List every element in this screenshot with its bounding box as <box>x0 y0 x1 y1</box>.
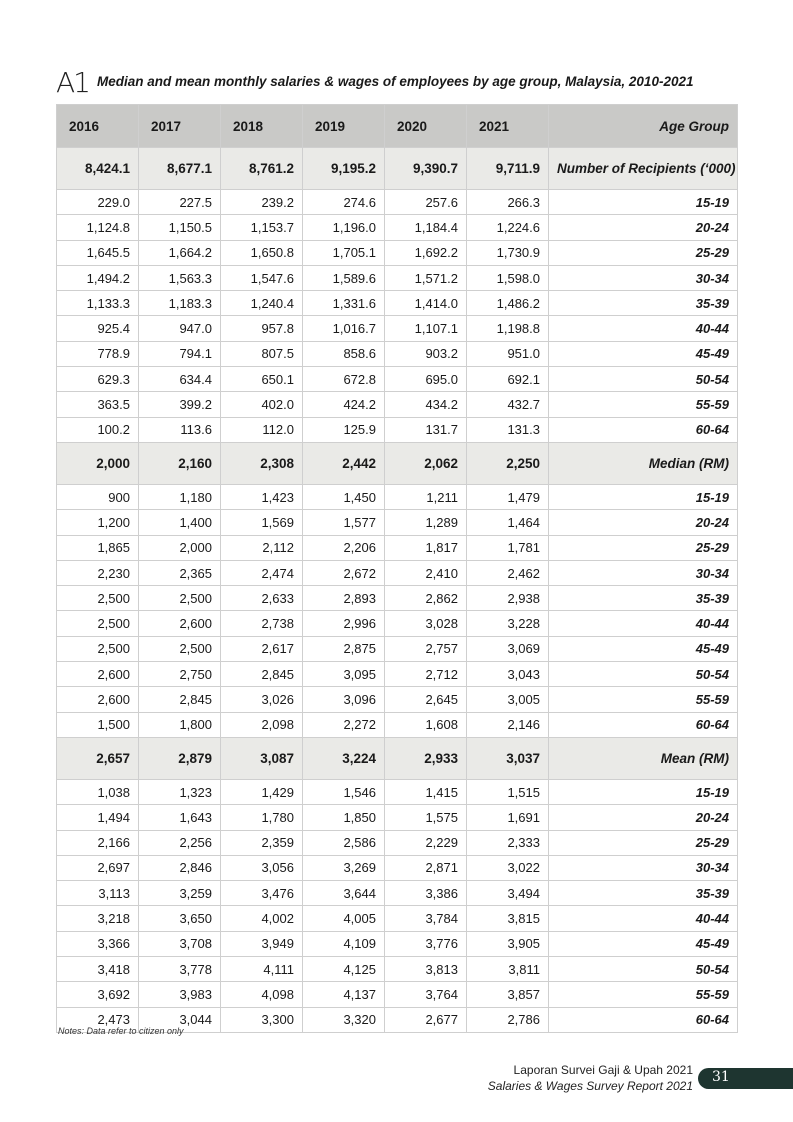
value-cell: 2,500 <box>57 611 139 636</box>
value-cell: 1,180 <box>139 484 221 509</box>
value-cell: 2,893 <box>303 586 385 611</box>
value-cell: 1,800 <box>139 712 221 737</box>
value-cell: 1,133.3 <box>57 291 139 316</box>
value-cell: 1,865 <box>57 535 139 560</box>
age-group-cell: 35-39 <box>549 291 738 316</box>
age-group-cell: 45-49 <box>549 636 738 661</box>
value-cell: 1,224.6 <box>467 215 549 240</box>
value-cell: 2,617 <box>221 636 303 661</box>
value-cell: 2,672 <box>303 560 385 585</box>
header-row <box>57 105 738 148</box>
age-group-header: Age Group <box>549 105 738 148</box>
age-group-cell: 55-59 <box>549 982 738 1007</box>
value-cell: 947.0 <box>139 316 221 341</box>
table-row <box>57 215 738 240</box>
table-row <box>57 291 738 316</box>
value-cell: 4,098 <box>221 982 303 1007</box>
value-cell: 957.8 <box>221 316 303 341</box>
value-cell: 2,256 <box>139 830 221 855</box>
age-group-cell: 60-64 <box>549 1007 738 1032</box>
value-cell: 2,845 <box>139 687 221 712</box>
value-cell: 650.1 <box>221 367 303 392</box>
value-cell: 229.0 <box>57 190 139 215</box>
table-row <box>57 636 738 661</box>
value-cell: 1,423 <box>221 484 303 509</box>
value-cell: 3,813 <box>385 957 467 982</box>
total-cell: 2,442 <box>303 442 385 484</box>
value-cell: 3,692 <box>57 982 139 1007</box>
value-cell: 2,365 <box>139 560 221 585</box>
total-cell: 3,037 <box>467 737 549 779</box>
value-cell: 2,757 <box>385 636 467 661</box>
value-cell: 100.2 <box>57 417 139 442</box>
section-label: Mean (RM) <box>549 737 738 779</box>
value-cell: 3,026 <box>221 687 303 712</box>
value-cell: 695.0 <box>385 367 467 392</box>
age-group-cell: 55-59 <box>549 687 738 712</box>
age-group-cell: 50-54 <box>549 662 738 687</box>
value-cell: 1,479 <box>467 484 549 509</box>
value-cell: 2,862 <box>385 586 467 611</box>
value-cell: 1,198.8 <box>467 316 549 341</box>
value-cell: 2,712 <box>385 662 467 687</box>
value-cell: 3,418 <box>57 957 139 982</box>
value-cell: 2,846 <box>139 855 221 880</box>
value-cell: 3,650 <box>139 906 221 931</box>
total-cell: 2,308 <box>221 442 303 484</box>
value-cell: 672.8 <box>303 367 385 392</box>
age-group-cell: 45-49 <box>549 341 738 366</box>
value-cell: 266.3 <box>467 190 549 215</box>
value-cell: 2,697 <box>57 855 139 880</box>
value-cell: 951.0 <box>467 341 549 366</box>
value-cell: 1,705.1 <box>303 240 385 265</box>
section-label: Median (RM) <box>549 442 738 484</box>
value-cell: 2,410 <box>385 560 467 585</box>
age-group-cell: 15-19 <box>549 190 738 215</box>
value-cell: 112.0 <box>221 417 303 442</box>
age-group-cell: 15-19 <box>549 484 738 509</box>
value-cell: 2,098 <box>221 712 303 737</box>
total-cell: 3,087 <box>221 737 303 779</box>
value-cell: 1,650.8 <box>221 240 303 265</box>
value-cell: 2,112 <box>221 535 303 560</box>
value-cell: 3,386 <box>385 881 467 906</box>
value-cell: 2,462 <box>467 560 549 585</box>
age-group-cell: 60-64 <box>549 417 738 442</box>
value-cell: 4,002 <box>221 906 303 931</box>
table-row <box>57 982 738 1007</box>
table-row <box>57 417 738 442</box>
table-code: A1 <box>56 66 89 99</box>
value-cell: 1,415 <box>385 779 467 804</box>
age-group-cell: 60-64 <box>549 712 738 737</box>
year-header: 2017 <box>139 105 221 148</box>
value-cell: 1,515 <box>467 779 549 804</box>
value-cell: 1,196.0 <box>303 215 385 240</box>
value-cell: 1,781 <box>467 535 549 560</box>
section-label: Number of Recipients (‘000) <box>549 148 738 190</box>
year-header: 2016 <box>57 105 139 148</box>
value-cell: 3,949 <box>221 931 303 956</box>
value-cell: 1,150.5 <box>139 215 221 240</box>
value-cell: 424.2 <box>303 392 385 417</box>
year-header: 2018 <box>221 105 303 148</box>
table-row <box>57 190 738 215</box>
value-cell: 3,005 <box>467 687 549 712</box>
value-cell: 1,569 <box>221 510 303 535</box>
year-header: 2021 <box>467 105 549 148</box>
value-cell: 2,786 <box>467 1007 549 1032</box>
table-row <box>57 535 738 560</box>
value-cell: 131.3 <box>467 417 549 442</box>
value-cell: 925.4 <box>57 316 139 341</box>
value-cell: 1,664.2 <box>139 240 221 265</box>
value-cell: 2,871 <box>385 855 467 880</box>
table-row <box>57 586 738 611</box>
table-row <box>57 855 738 880</box>
value-cell: 3,811 <box>467 957 549 982</box>
table-row <box>57 265 738 290</box>
value-cell: 903.2 <box>385 341 467 366</box>
table-row <box>57 906 738 931</box>
value-cell: 2,600 <box>57 687 139 712</box>
value-cell: 3,095 <box>303 662 385 687</box>
total-cell: 2,062 <box>385 442 467 484</box>
value-cell: 3,259 <box>139 881 221 906</box>
value-cell: 692.1 <box>467 367 549 392</box>
age-group-cell: 30-34 <box>549 265 738 290</box>
age-group-cell: 50-54 <box>549 957 738 982</box>
year-header: 2019 <box>303 105 385 148</box>
value-cell: 2,875 <box>303 636 385 661</box>
value-cell: 1,817 <box>385 535 467 560</box>
value-cell: 2,845 <box>221 662 303 687</box>
value-cell: 1,464 <box>467 510 549 535</box>
value-cell: 1,289 <box>385 510 467 535</box>
value-cell: 3,218 <box>57 906 139 931</box>
value-cell: 1,153.7 <box>221 215 303 240</box>
value-cell: 778.9 <box>57 341 139 366</box>
age-group-cell: 35-39 <box>549 586 738 611</box>
total-cell: 9,390.7 <box>385 148 467 190</box>
value-cell: 1,038 <box>57 779 139 804</box>
value-cell: 3,320 <box>303 1007 385 1032</box>
value-cell: 1,323 <box>139 779 221 804</box>
value-cell: 1,577 <box>303 510 385 535</box>
table-title-row <box>56 66 746 100</box>
value-cell: 794.1 <box>139 341 221 366</box>
table-row <box>57 316 738 341</box>
value-cell: 1,589.6 <box>303 265 385 290</box>
value-cell: 3,056 <box>221 855 303 880</box>
value-cell: 1,450 <box>303 484 385 509</box>
value-cell: 1,124.8 <box>57 215 139 240</box>
value-cell: 227.5 <box>139 190 221 215</box>
value-cell: 2,359 <box>221 830 303 855</box>
total-cell: 2,657 <box>57 737 139 779</box>
footer-report-title-en: Salaries & Wages Survey Report 2021 <box>487 1079 693 1093</box>
value-cell: 432.7 <box>467 392 549 417</box>
table-row <box>57 712 738 737</box>
value-cell: 2,333 <box>467 830 549 855</box>
table-row <box>57 805 738 830</box>
table-row <box>57 611 738 636</box>
value-cell: 3,476 <box>221 881 303 906</box>
value-cell: 4,109 <box>303 931 385 956</box>
value-cell: 3,022 <box>467 855 549 880</box>
value-cell: 1,429 <box>221 779 303 804</box>
value-cell: 3,778 <box>139 957 221 982</box>
value-cell: 2,645 <box>385 687 467 712</box>
value-cell: 1,546 <box>303 779 385 804</box>
page-number-tab <box>698 1068 793 1089</box>
value-cell: 3,776 <box>385 931 467 956</box>
value-cell: 239.2 <box>221 190 303 215</box>
value-cell: 363.5 <box>57 392 139 417</box>
footer-report-title-ms: Laporan Survei Gaji & Upah 2021 <box>513 1063 693 1077</box>
value-cell: 1,563.3 <box>139 265 221 290</box>
table-row <box>57 662 738 687</box>
value-cell: 1,730.9 <box>467 240 549 265</box>
total-cell: 8,761.2 <box>221 148 303 190</box>
value-cell: 3,269 <box>303 855 385 880</box>
table-title: Median and mean monthly salaries & wages of employees by age group, Malaysia, 2010-2021 <box>97 74 694 89</box>
value-cell: 3,044 <box>139 1007 221 1032</box>
value-cell: 1,575 <box>385 805 467 830</box>
value-cell: 1,547.6 <box>221 265 303 290</box>
value-cell: 434.2 <box>385 392 467 417</box>
value-cell: 2,750 <box>139 662 221 687</box>
table-row <box>57 687 738 712</box>
value-cell: 1,643 <box>139 805 221 830</box>
total-cell: 2,250 <box>467 442 549 484</box>
value-cell: 3,905 <box>467 931 549 956</box>
value-cell: 4,111 <box>221 957 303 982</box>
age-group-cell: 40-44 <box>549 611 738 636</box>
table-row <box>57 931 738 956</box>
value-cell: 4,137 <box>303 982 385 1007</box>
value-cell: 1,184.4 <box>385 215 467 240</box>
value-cell: 257.6 <box>385 190 467 215</box>
value-cell: 3,366 <box>57 931 139 956</box>
value-cell: 3,815 <box>467 906 549 931</box>
age-group-cell: 20-24 <box>549 805 738 830</box>
value-cell: 3,784 <box>385 906 467 931</box>
section-total-row <box>57 148 738 190</box>
value-cell: 2,473 <box>57 1007 139 1032</box>
value-cell: 1,240.4 <box>221 291 303 316</box>
value-cell: 1,494 <box>57 805 139 830</box>
value-cell: 2,206 <box>303 535 385 560</box>
value-cell: 1,414.0 <box>385 291 467 316</box>
value-cell: 1,780 <box>221 805 303 830</box>
value-cell: 2,600 <box>57 662 139 687</box>
salary-table <box>56 104 738 1033</box>
total-cell: 3,224 <box>303 737 385 779</box>
table-row <box>57 957 738 982</box>
value-cell: 1,486.2 <box>467 291 549 316</box>
value-cell: 1,183.3 <box>139 291 221 316</box>
value-cell: 2,146 <box>467 712 549 737</box>
value-cell: 3,069 <box>467 636 549 661</box>
value-cell: 3,644 <box>303 881 385 906</box>
table-body <box>57 148 738 1033</box>
value-cell: 629.3 <box>57 367 139 392</box>
value-cell: 2,474 <box>221 560 303 585</box>
age-group-cell: 45-49 <box>549 931 738 956</box>
table-row <box>57 484 738 509</box>
value-cell: 1,200 <box>57 510 139 535</box>
total-cell: 9,195.2 <box>303 148 385 190</box>
value-cell: 3,043 <box>467 662 549 687</box>
value-cell: 2,677 <box>385 1007 467 1032</box>
value-cell: 1,598.0 <box>467 265 549 290</box>
table-row <box>57 830 738 855</box>
age-group-cell: 40-44 <box>549 316 738 341</box>
value-cell: 3,028 <box>385 611 467 636</box>
value-cell: 2,633 <box>221 586 303 611</box>
value-cell: 1,850 <box>303 805 385 830</box>
value-cell: 125.9 <box>303 417 385 442</box>
total-cell: 9,711.9 <box>467 148 549 190</box>
value-cell: 1,331.6 <box>303 291 385 316</box>
value-cell: 4,005 <box>303 906 385 931</box>
age-group-cell: 30-34 <box>549 560 738 585</box>
total-cell: 2,933 <box>385 737 467 779</box>
age-group-cell: 20-24 <box>549 215 738 240</box>
value-cell: 2,586 <box>303 830 385 855</box>
total-cell: 8,424.1 <box>57 148 139 190</box>
table-row <box>57 881 738 906</box>
age-group-cell: 50-54 <box>549 367 738 392</box>
value-cell: 3,764 <box>385 982 467 1007</box>
year-header: 2020 <box>385 105 467 148</box>
value-cell: 113.6 <box>139 417 221 442</box>
value-cell: 2,500 <box>57 586 139 611</box>
section-total-row <box>57 737 738 779</box>
value-cell: 3,983 <box>139 982 221 1007</box>
age-group-cell: 40-44 <box>549 906 738 931</box>
table-row <box>57 240 738 265</box>
total-cell: 2,160 <box>139 442 221 484</box>
value-cell: 1,500 <box>57 712 139 737</box>
section-total-row <box>57 442 738 484</box>
value-cell: 1,645.5 <box>57 240 139 265</box>
value-cell: 1,016.7 <box>303 316 385 341</box>
page-number: 31 <box>712 1069 730 1085</box>
age-group-cell: 25-29 <box>549 830 738 855</box>
value-cell: 2,996 <box>303 611 385 636</box>
value-cell: 402.0 <box>221 392 303 417</box>
value-cell: 2,229 <box>385 830 467 855</box>
value-cell: 2,738 <box>221 611 303 636</box>
age-group-cell: 35-39 <box>549 881 738 906</box>
table-row <box>57 779 738 804</box>
value-cell: 2,500 <box>139 636 221 661</box>
age-group-cell: 25-29 <box>549 240 738 265</box>
value-cell: 3,096 <box>303 687 385 712</box>
value-cell: 1,571.2 <box>385 265 467 290</box>
value-cell: 3,300 <box>221 1007 303 1032</box>
age-group-cell: 30-34 <box>549 855 738 880</box>
total-cell: 2,879 <box>139 737 221 779</box>
value-cell: 900 <box>57 484 139 509</box>
age-group-cell: 20-24 <box>549 510 738 535</box>
age-group-cell: 55-59 <box>549 392 738 417</box>
table-row <box>57 367 738 392</box>
value-cell: 2,272 <box>303 712 385 737</box>
total-cell: 2,000 <box>57 442 139 484</box>
value-cell: 1,692.2 <box>385 240 467 265</box>
total-cell: 8,677.1 <box>139 148 221 190</box>
value-cell: 3,708 <box>139 931 221 956</box>
value-cell: 2,230 <box>57 560 139 585</box>
age-group-cell: 15-19 <box>549 779 738 804</box>
value-cell: 2,500 <box>57 636 139 661</box>
value-cell: 2,500 <box>139 586 221 611</box>
value-cell: 634.4 <box>139 367 221 392</box>
value-cell: 399.2 <box>139 392 221 417</box>
table-row <box>57 392 738 417</box>
table-row <box>57 341 738 366</box>
table-row <box>57 560 738 585</box>
age-group-cell: 25-29 <box>549 535 738 560</box>
value-cell: 1,691 <box>467 805 549 830</box>
value-cell: 3,857 <box>467 982 549 1007</box>
value-cell: 2,000 <box>139 535 221 560</box>
value-cell: 3,113 <box>57 881 139 906</box>
value-cell: 1,211 <box>385 484 467 509</box>
value-cell: 2,938 <box>467 586 549 611</box>
value-cell: 1,608 <box>385 712 467 737</box>
value-cell: 3,494 <box>467 881 549 906</box>
value-cell: 2,166 <box>57 830 139 855</box>
value-cell: 807.5 <box>221 341 303 366</box>
table-note: Notes: Data refer to citizen only <box>58 1026 184 1036</box>
value-cell: 274.6 <box>303 190 385 215</box>
value-cell: 2,600 <box>139 611 221 636</box>
value-cell: 1,400 <box>139 510 221 535</box>
value-cell: 3,228 <box>467 611 549 636</box>
value-cell: 4,125 <box>303 957 385 982</box>
value-cell: 1,107.1 <box>385 316 467 341</box>
value-cell: 1,494.2 <box>57 265 139 290</box>
table-row <box>57 510 738 535</box>
value-cell: 131.7 <box>385 417 467 442</box>
value-cell: 858.6 <box>303 341 385 366</box>
